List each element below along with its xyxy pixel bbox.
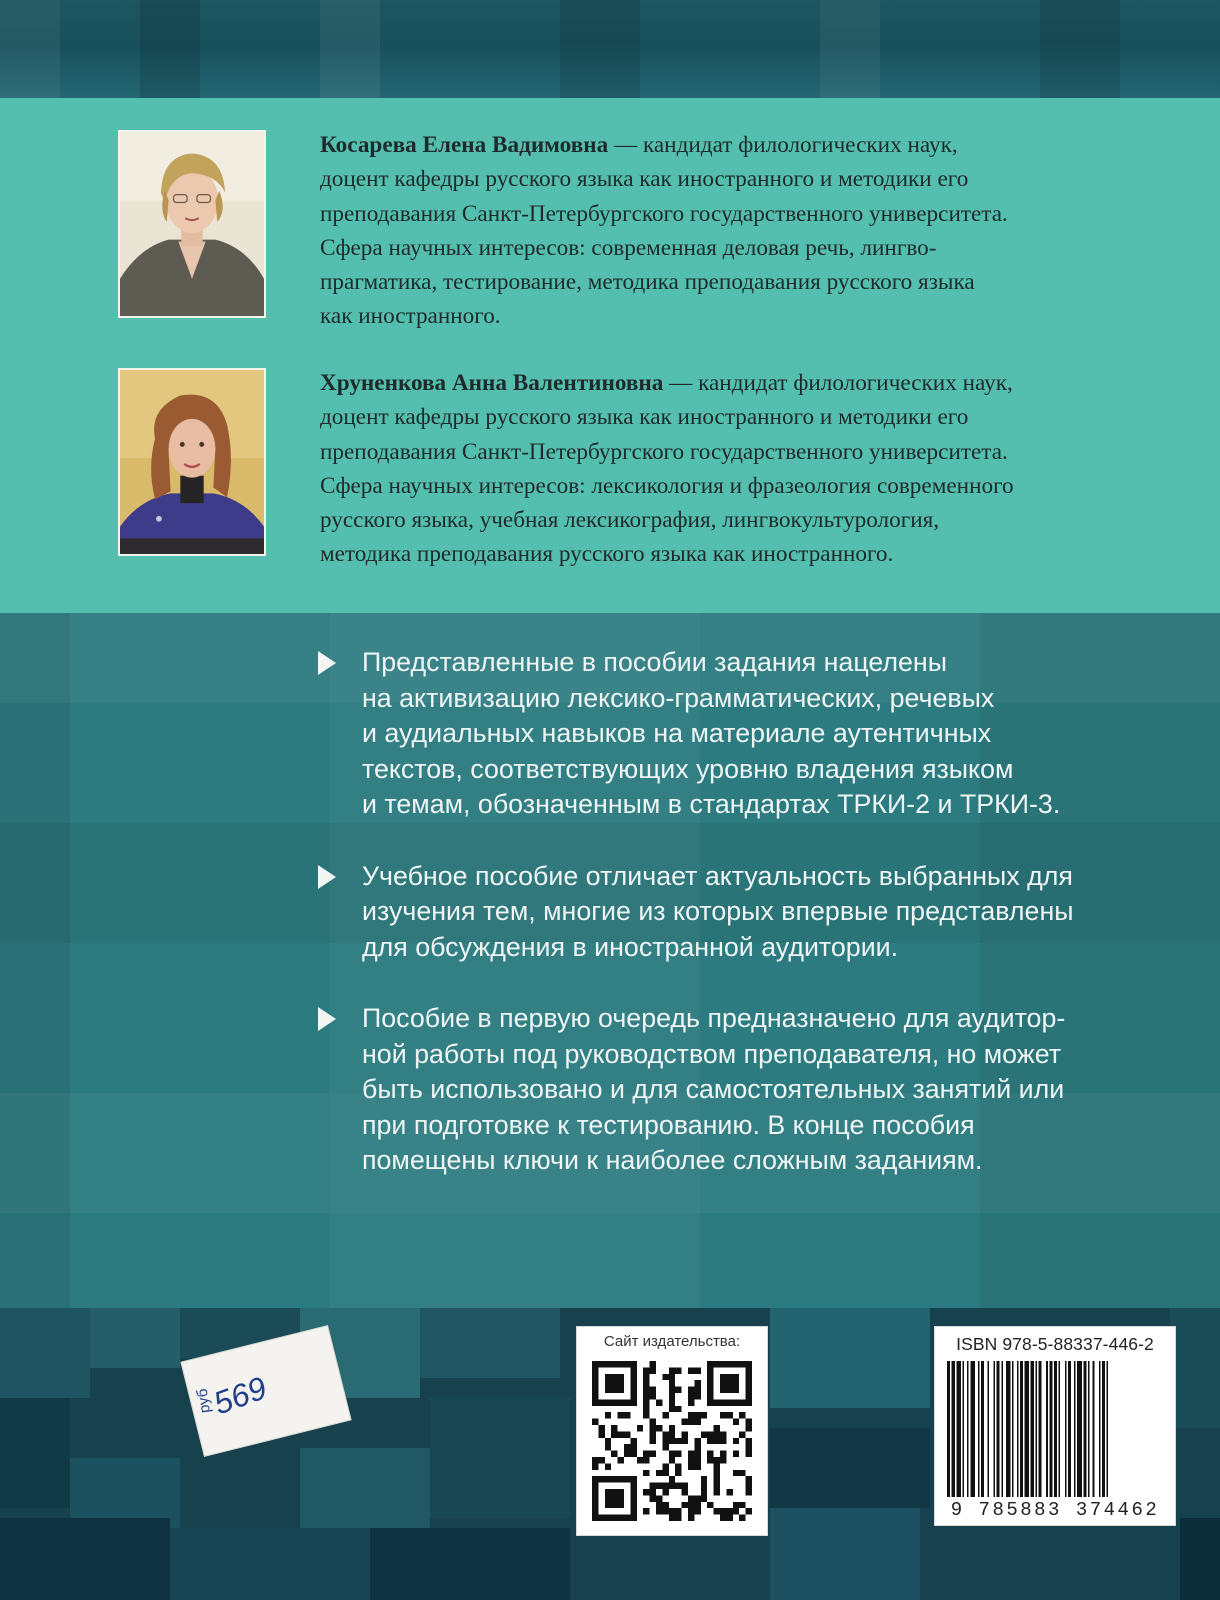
qr-code-panel — [576, 1326, 768, 1536]
description-section — [0, 613, 1220, 1308]
bullet-line: Пособие в первую очередь предназначено для аудитор- — [362, 1003, 1066, 1033]
author-photo-kosareva — [118, 130, 266, 318]
isbn-text: ISBN 978-5-88337-446-2 — [956, 1334, 1154, 1354]
triangle-bullet-icon — [318, 865, 336, 889]
author-photo-khrunenkova — [118, 368, 266, 556]
bullet-line: ной работы под руководством преподавателя, но может — [362, 1038, 1061, 1069]
barcode-number: 9 785883 374462 — [950, 1499, 1160, 1521]
triangle-bullet-icon — [318, 1007, 336, 1031]
bullet-item — [318, 859, 1198, 966]
bio-line: доцент кафедры русского языка как иностранного и методики его — [320, 404, 969, 431]
bullet-line: помещены ключи к наиболее сложным заданиям. — [362, 1145, 983, 1175]
bio-line: — кандидат филологических наук, — [608, 132, 958, 158]
bullet-item — [318, 645, 1198, 823]
authors-section — [0, 98, 1220, 613]
bio-line: методика преподавания русского языка как иностранного. — [320, 541, 894, 568]
bullet-line: текстов, соответствующих уровню владения языком — [362, 753, 1014, 784]
bullet-line: и темам, обозначенным в стандартах ТРКИ-2 и ТРКИ-3. — [362, 789, 1061, 819]
bio-line: русского языка, учебная лексикография, лингвокультурология, — [320, 507, 940, 534]
bullet-line: изучения тем, многие из которых впервые представлены — [362, 896, 1074, 926]
author-bio-khrunenkova — [320, 366, 1180, 572]
bullet-line: для обсуждения в иностранной аудитории. — [362, 931, 899, 962]
bio-line: Сфера научных интересов: современная деловая речь, лингво- — [320, 234, 937, 261]
bullet-item — [318, 1001, 1198, 1179]
qr-code-icon[interactable] — [592, 1361, 752, 1521]
price-currency: руб — [193, 1387, 214, 1415]
bullet-line: при подготовке к тестированию. В конце пособия — [362, 1109, 975, 1140]
barcode-icon — [947, 1361, 1163, 1497]
bio-line: преподавания Санкт-Петербургского государственного университета. — [320, 438, 1008, 465]
triangle-bullet-icon — [318, 651, 336, 675]
bio-line: доцент кафедры русского языка как иностранного и методики его — [320, 166, 969, 193]
bullet-line: Учебное пособие отличает актуальность выбранных для — [362, 860, 1073, 891]
price-value: 569 — [208, 1369, 272, 1422]
top-mosaic-strip — [0, 0, 1220, 98]
bullet-line: и аудиальных навыков на материале аутентичных — [362, 718, 992, 748]
bio-line: прагматика, тестирование, методика преподавания русского языка — [320, 269, 975, 296]
author-name: Хруненкова Анна Валентиновна — [320, 370, 664, 396]
bio-line: преподавания Санкт-Петербургского государственного университета. — [320, 200, 1008, 227]
bullet-line: Представленные в пособии задания нацелены — [362, 647, 947, 677]
author-bio-kosareva — [320, 128, 1180, 334]
bullet-line: быть использовано и для самостоятельных занятий или — [362, 1074, 1065, 1104]
bio-line: — кандидат филологических наук, — [663, 370, 1013, 396]
bio-line: как иностранного. — [320, 303, 501, 330]
qr-label: Сайт издательства: — [603, 1333, 741, 1350]
author-name: Косарева Елена Вадимовна — [320, 132, 609, 158]
description-bullets — [318, 645, 1198, 1215]
barcode-panel — [934, 1326, 1176, 1526]
bio-line: Сфера научных интересов: лексикология и фразеология современного — [320, 472, 1014, 499]
bullet-line: на активизацию лексико-грамматических, речевых — [362, 682, 995, 713]
